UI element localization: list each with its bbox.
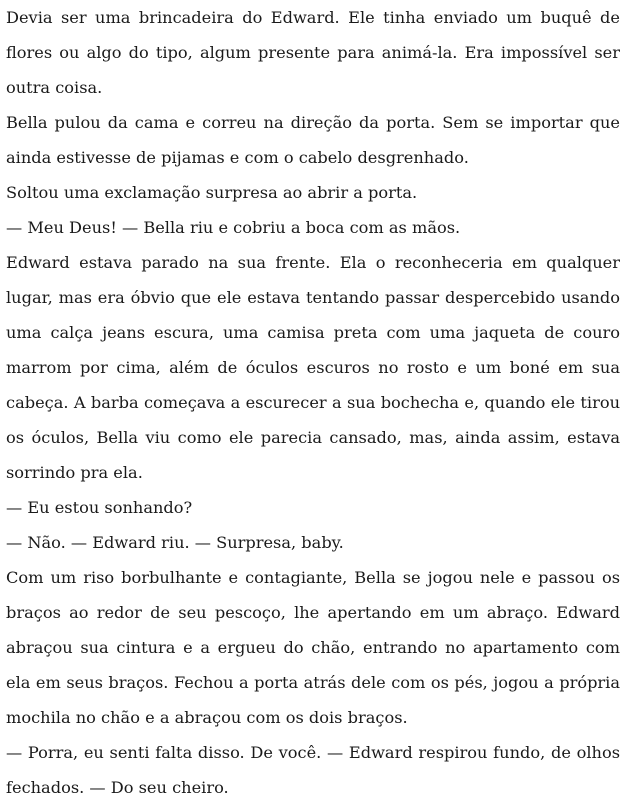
- paragraph-8: Com um riso borbulhante e contagiante, Bella se jogou nele e passou os braços ao redor de seu pescoço, lhe apertando em um abraço. Edward abraçou sua cintura e a ergueu do chão, entrando no apartamento com ela em seus braços. Fechou a porta atrás dele com os pés, jogou a própria mochila no chão e a abraçou com os dois braços.: [6, 568, 620, 727]
- paragraph-3: Soltou uma exclamação surpresa ao abrir a porta.: [6, 183, 418, 202]
- paragraph-4: — Meu Deus! — Bella riu e cobriu a boca com as mãos.: [6, 218, 461, 237]
- paragraph-1: Devia ser uma brincadeira do Edward. Ele tinha enviado um buquê de flores ou algo do tipo, algum presente para animá-la. Era impossível ser outra coisa.: [6, 8, 620, 97]
- paragraph-9: — Porra, eu senti falta disso. De você. — Edward respirou fundo, de olhos fechados. — Do seu cheiro.: [6, 743, 620, 797]
- document-body: [6, 0, 620, 805]
- paragraph-6: — Eu estou sonhando?: [6, 498, 193, 517]
- paragraph-5: Edward estava parado na sua frente. Ela o reconheceria em qualquer lugar, mas era óbvio que ele estava tentando passar despercebido usando uma calça jeans escura, uma camisa preta com uma jaqueta de couro marrom por cima, além de óculos escuros no rosto e um boné em sua cabeça. A barba começava a escurecer a sua bochecha e, quando ele tirou os óculos, Bella viu como ele parecia cansado, mas, ainda assim, estava sorrindo pra ela.: [6, 253, 620, 482]
- paragraph-7: — Não. — Edward riu. — Surpresa, baby.: [6, 533, 344, 552]
- paragraph-2: Bella pulou da cama e correu na direção da porta. Sem se importar que ainda estivesse de pijamas e com o cabelo desgrenhado.: [6, 113, 620, 167]
